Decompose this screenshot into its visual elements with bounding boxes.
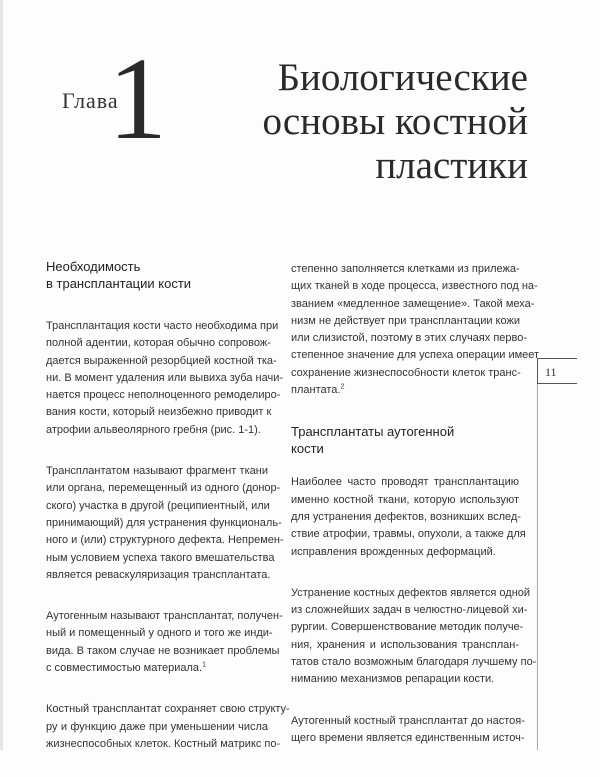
text-line: сохранение жизнеспособности клеток транс- [291,366,521,379]
chapter-number: 1 [108,33,167,164]
chapter-title-line: Биологические [277,56,528,99]
text-line: ниманию механизмов репарации кости. [291,673,495,686]
text-line: ного и (или) структурного дефекта. Непремен- [46,534,284,547]
section-heading [291,423,519,457]
paragraph [46,463,284,584]
text-line: щего времени является единственным источ- [291,731,525,744]
text-line: Наиболее часто проводят трансплантацию [291,476,519,489]
footnote-mark: 2 [340,383,345,391]
text-line: вания кости, который неизбежно приводит к [46,406,272,419]
paragraph [291,585,537,689]
text-line: Устранение костных дефектов является одной [291,586,531,599]
text-line: является реваскуляризация трансплантата. [46,568,271,581]
text-line: Костный трансплантат сохраняет свою структу- [46,703,290,716]
section-heading [46,258,268,292]
text-line: или слизистой, поэтому в этих случаях перво- [291,332,528,345]
text-line: Аутогенный костный трансплантат до настоя- [291,714,525,727]
paragraph [46,608,283,677]
paragraph [46,701,290,753]
text-line: Трансплантация кости часто необходима при [46,320,279,332]
section-heading-line: Трансплантаты аутогенной [291,424,455,440]
margin-rule [537,384,538,750]
page-number: 11 [537,358,577,384]
text-line: ния, хранения и использования трансплан- [291,638,519,651]
text-line: щих тканей в ходе процесса, известного под на- [291,280,538,293]
paragraph [291,713,525,748]
text-line: принимающий) для устранения функциональ- [46,516,282,529]
paragraph [291,474,526,560]
text-line: жизнеспособных клеток. Костный матрикс по- [46,737,281,750]
text-line: рургии. Совершенствование методик получе- [291,621,524,634]
text-line: ского) участка в другой (реципиентный, или [46,499,270,512]
text-line: вида. В таком случае не возникает проблемы [46,644,280,657]
text-line: ный и помещенный у одного и того же инди- [46,627,273,640]
text-line: ни. В момент удаления или вывиха зуба начи- [46,371,283,384]
text-line: полной адентии, которая обычно сопровож- [46,337,271,350]
text-line: для устранения дефектов, возникших вслед- [291,510,521,523]
chapter-label: Глава [62,88,119,113]
text-line: атрофии альвеолярного гребня (рис. 1-1). [46,423,261,436]
section-heading-line: Необходимость [46,259,141,274]
text-line: нается процесс неполноценного ремоделиро- [46,389,281,402]
text-line: именно костной ткани, которую используют [291,493,519,506]
text-line: низм не действует при трансплантации кожи [291,314,520,327]
right-column [291,261,540,771]
left-column [46,258,290,777]
text-line: Аутогенным называют трансплантат, получен- [46,610,283,623]
text-line: или органа, перемещенный из одного (донор- [46,482,281,495]
chapter-title [208,56,528,188]
section-heading-line: в трансплантации кости [46,276,192,291]
paragraph-continuation [291,261,540,399]
footnote-mark: 1 [202,661,206,669]
text-line: из сложнейших задач в челюстно-лицевой хи- [291,604,528,617]
page-edge [0,0,3,750]
paragraph [46,318,283,439]
text-line: ру и функцию даже при уменьшении числа [46,720,268,733]
text-line: дается выраженной резорбцией костной тка- [46,354,277,367]
text-line: исправления врожденных деформаций. [291,545,496,558]
chapter-title-line: пластики [375,144,528,187]
text-line: Трансплантатом называют фрагмент ткани [46,465,268,478]
text-line: плантата.$^2$ [291,383,345,397]
text-line: степенно заполняется клетками из прилежа- [291,263,520,275]
text-line: степенное значение для успеха операции имеет [291,349,540,362]
text-line: татов стало возможным благодаря лучшему по- [291,656,537,669]
text-line: званием «медленное замещение». Такой меха- [291,297,535,310]
text-line: с совместимостью материала.$^1$ [46,661,206,675]
section-heading-line: кости [291,441,324,457]
text-line: ным условием успеха такого вмешательства [46,551,275,564]
chapter-title-line: основы костной [262,100,528,143]
text-line: ствие атрофии, травмы, опухоли, а также для [291,528,526,541]
